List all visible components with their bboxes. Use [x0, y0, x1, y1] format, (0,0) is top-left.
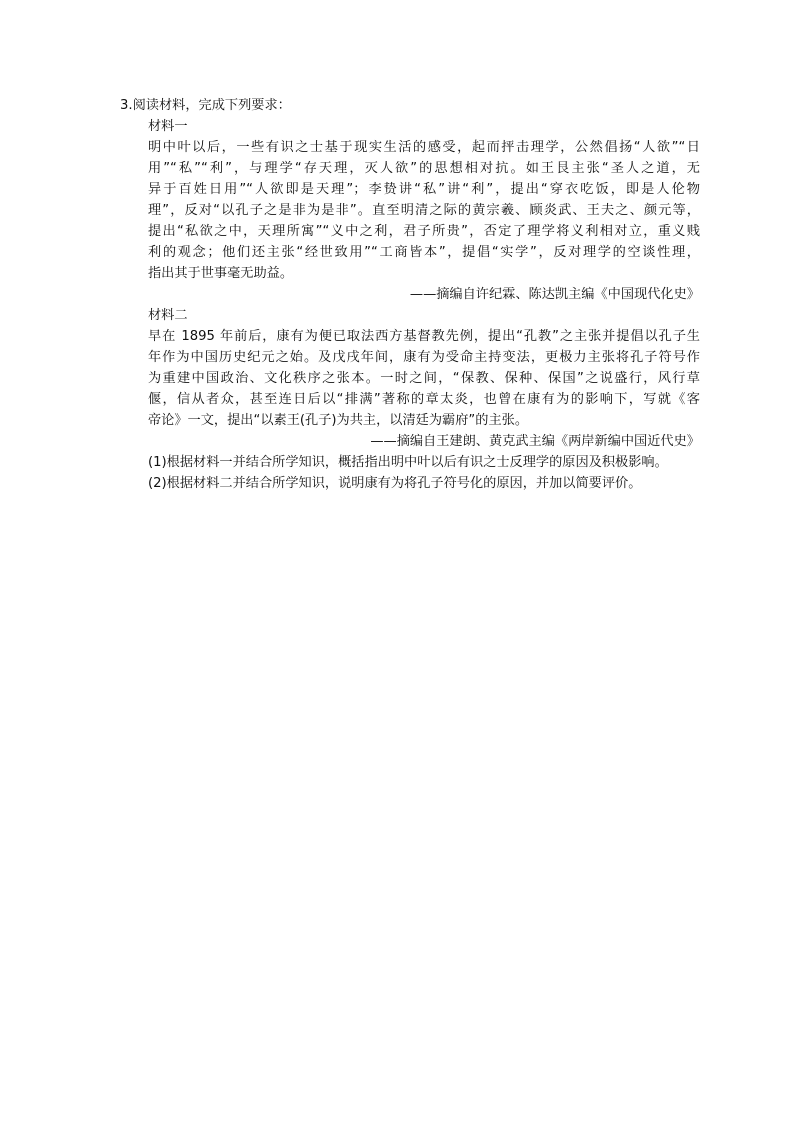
text-line: 年作为中国历史纪元之始。及戊戌年间，康有为受命主持变法，更极力主张将孔子符号作: [148, 350, 700, 365]
material-two-source: ——摘编自王建朗、黄克武主编《两岸新编中国近代史》: [370, 434, 700, 449]
material-two-label: 材料二: [148, 308, 188, 323]
text-line: 利的观念；他们还主张“经世致用”“工商皆本”，提倡“实学”，反对理学的空谈性理，: [148, 245, 700, 260]
text-line: 早在 1895 年前后，康有为便已取法西方基督教先例，提出“孔教”之主张并提倡以孔子生: [148, 329, 700, 344]
material-one: [120, 116, 700, 305]
question-title: 3.阅读材料，完成下列要求：: [120, 98, 291, 113]
material-one-source: ——摘编自许纪霖、陈达凯主编《中国现代化史》: [409, 287, 700, 302]
sub-question-2: (2)根据材料二并结合所学知识，说明康有为将孔子符号化的原因，并加以简要评价。: [148, 476, 642, 491]
material-two-text: [148, 326, 700, 431]
text-line: 指出其于世事毫无助益。: [148, 266, 294, 281]
text-line: 帝论》一文，提出“以素王(孔子)为共主，以清廷为霸府”的主张。: [148, 413, 529, 428]
text-line: 为重建中国政治、文化秩序之张本。一时之间，“保教、保种、保国”之说盛行，风行草: [148, 371, 700, 386]
text-line: 异于百姓日用”“人欲即是天理”；李贽讲“私”讲“利”，提出“穿衣吃饭，即是人伦物: [148, 182, 700, 197]
text-line: 理”，反对“以孔子之是非为是非”。直至明清之际的黄宗羲、顾炎武、王夫之、颜元等，: [148, 203, 700, 218]
material-two: [120, 305, 700, 452]
material-one-text: [148, 137, 700, 284]
text-line: 偃，信从者众，甚至连日后以“排满”著称的章太炎，也曾在康有为的影响下，写就《客: [148, 392, 700, 407]
text-line: 明中叶以后，一些有识之士基于现实生活的感受，起而抨击理学，公然倡扬“人欲”“日: [148, 140, 700, 155]
text-line: 用”“私”“利”，与理学“存天理，灭人欲”的思想相对抗。如王艮主张“圣人之道，无: [148, 161, 700, 176]
question-block: [120, 95, 700, 494]
material-one-label: 材料一: [148, 119, 188, 134]
sub-question-1: (1)根据材料一并结合所学知识，概括指出明中叶以后有识之士反理学的原因及积极影响。: [148, 455, 668, 470]
text-line: 提出“私欲之中，天理所寓”“义中之利，君子所贵”，否定了理学将义利相对立，重义贱: [148, 224, 700, 239]
